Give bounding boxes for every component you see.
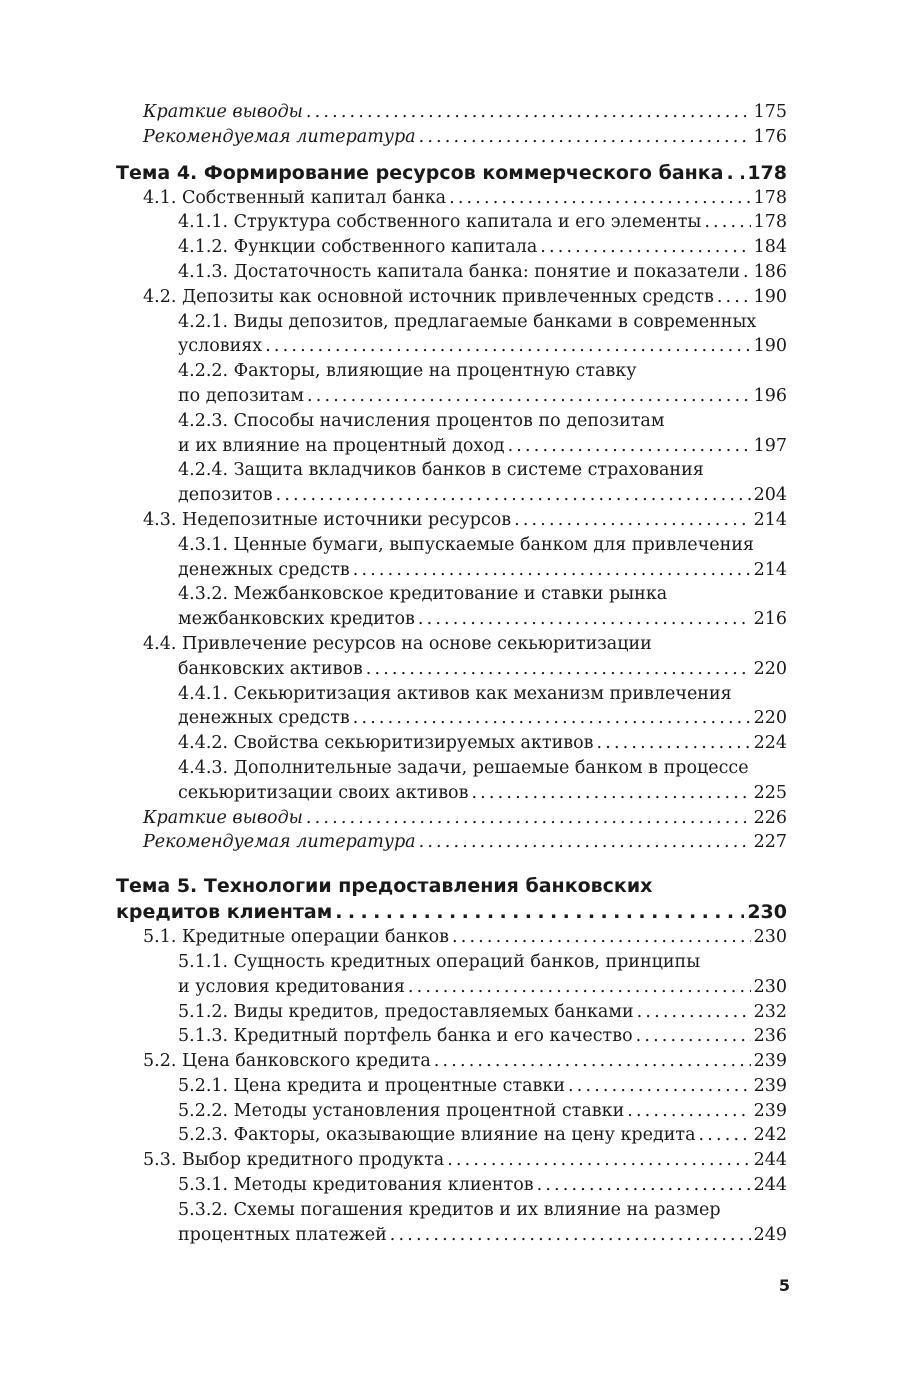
toc-entry-page: 232 bbox=[753, 1001, 787, 1022]
toc-entry-page: 230 bbox=[753, 976, 787, 997]
dot-leader bbox=[408, 975, 751, 1000]
toc-entry bbox=[116, 458, 787, 508]
toc-entry bbox=[116, 533, 787, 583]
toc-entry-page: 220 bbox=[753, 658, 787, 679]
toc-entry-page: 249 bbox=[753, 1224, 787, 1245]
toc-entry-page: 197 bbox=[753, 435, 787, 456]
toc-entry bbox=[116, 310, 787, 360]
toc-entry bbox=[116, 285, 787, 310]
toc-entry bbox=[116, 409, 787, 459]
toc-entry-title: Рекомендуемая литература bbox=[143, 832, 416, 853]
toc-entry bbox=[116, 1074, 787, 1099]
toc-entry-title-line1: 4.3.1. Ценные бумаги, выпускаемые банком для привлечения bbox=[178, 534, 754, 555]
toc-entry-title-line1: 5.1.1. Сущность кредитных операций банков, принципы bbox=[178, 951, 701, 972]
toc-entry-summary bbox=[116, 100, 787, 125]
dot-leader bbox=[540, 235, 750, 260]
dot-leader bbox=[447, 1148, 750, 1173]
toc-entry bbox=[116, 1123, 787, 1148]
dot-leader bbox=[265, 334, 750, 359]
toc-entry bbox=[116, 682, 787, 732]
toc-entry-title: 4.1.2. Функции собственного капитала bbox=[178, 237, 538, 258]
toc-entry-title-line2: секьюритизации своих активов bbox=[178, 782, 469, 803]
toc-entry-title: Краткие выводы bbox=[143, 807, 303, 828]
toc-entry-title: 5.2.2. Методы установления процентной ставки bbox=[178, 1100, 625, 1121]
toc-entry-page: 214 bbox=[753, 559, 787, 580]
dot-leader bbox=[717, 285, 751, 310]
toc-entry-title-line1: 5.3.2. Схемы погашения кредитов и их влияние на размер bbox=[178, 1199, 721, 1220]
toc-entry-page: 227 bbox=[753, 832, 787, 853]
toc-entry-page: 214 bbox=[753, 509, 787, 530]
toc-entry-title: 5.1. Кредитные операции банков bbox=[143, 927, 449, 948]
toc-entry-page: 236 bbox=[753, 1026, 787, 1047]
toc-entry-title-line1: 4.2.4. Защита вкладчиков банков в системе страхования bbox=[178, 460, 704, 481]
toc-entry-page: 226 bbox=[753, 807, 787, 828]
toc-entry-page: 196 bbox=[753, 385, 787, 406]
toc-entry bbox=[116, 508, 787, 533]
toc-entry-page: 230 bbox=[753, 927, 787, 948]
toc-entry bbox=[116, 1198, 787, 1248]
toc-entry-title-line1: 4.4.3. Дополнительные задачи, решаемые банком в процессе bbox=[178, 757, 749, 778]
toc-entry bbox=[116, 1173, 787, 1198]
dot-leader bbox=[418, 607, 751, 632]
toc-entry-title: 4.4.2. Свойства секьюритизируемых активов bbox=[178, 733, 594, 754]
toc-topic-5 bbox=[116, 873, 787, 925]
toc-entry-page: 175 bbox=[753, 102, 787, 122]
toc-entry bbox=[116, 186, 787, 211]
toc-entry-title-line2: депозитов bbox=[178, 485, 273, 506]
toc-entry-title-line2: межбанковских кредитов bbox=[178, 609, 415, 630]
toc-entry-title-line1: 4.4.1. Секьюритизация активов как механизм привлечения bbox=[178, 683, 732, 704]
dot-leader bbox=[597, 731, 751, 756]
dot-leader bbox=[627, 1099, 750, 1124]
dot-leader bbox=[449, 186, 751, 211]
toc-entry-title: 4.1. Собственный капитал банка bbox=[143, 187, 447, 208]
dot-leader bbox=[727, 160, 745, 186]
toc-entry-title: 5.1.3. Кредитный портфель банка и его качество bbox=[178, 1026, 633, 1047]
dot-leader bbox=[699, 1123, 751, 1148]
toc-entry-title: Рекомендуемая литература bbox=[143, 126, 416, 147]
dot-leader bbox=[419, 125, 751, 150]
toc-entry-page: 239 bbox=[753, 1051, 787, 1072]
toc-entry bbox=[116, 210, 787, 235]
dot-leader bbox=[537, 1173, 751, 1198]
toc-entry-title: 5.2.3. Факторы, оказывающие влияние на цену кредита bbox=[178, 1125, 696, 1146]
dot-leader bbox=[743, 260, 751, 285]
toc-entry-title: 5.1.2. Виды кредитов, предоставляемых банками bbox=[178, 1001, 634, 1022]
toc-entry-title: 5.3.1. Методы кредитования клиентов bbox=[178, 1175, 534, 1196]
toc-entry-page: 244 bbox=[753, 1150, 787, 1171]
toc-entry-title: 4.2. Депозиты как основной источник привлеченных средств bbox=[143, 286, 714, 307]
dot-leader bbox=[353, 706, 751, 731]
toc-entry-title-line1: 4.2.1. Виды депозитов, предлагаемые банками в современных bbox=[178, 311, 757, 332]
toc-entry-page: 239 bbox=[753, 1100, 787, 1121]
toc-entry-literature bbox=[116, 125, 787, 150]
dot-leader bbox=[471, 781, 750, 806]
toc-entry-page: 220 bbox=[753, 708, 787, 729]
table-of-contents bbox=[116, 100, 787, 1247]
toc-entry-title-line1: 4.4. Привлечение ресурсов на основе секьюритизации bbox=[143, 633, 652, 654]
toc-entry-title-line2: процентных платежей bbox=[178, 1224, 387, 1245]
toc-entry bbox=[116, 950, 787, 1000]
page-number: 5 bbox=[778, 1276, 790, 1295]
dot-leader bbox=[637, 1000, 751, 1025]
toc-entry-title: 5.2. Цена банковского кредита bbox=[143, 1051, 431, 1072]
dot-leader bbox=[307, 384, 751, 409]
toc-entry-title-line2: и условия кредитования bbox=[178, 976, 405, 997]
toc-entry-title: 5.2.1. Цена кредита и процентные ставки bbox=[178, 1075, 566, 1096]
toc-entry-title-line2: по депозитам bbox=[178, 385, 305, 406]
dot-leader bbox=[306, 100, 751, 125]
toc-entry-title: 4.1.1. Структура собственного капитала и его элементы bbox=[178, 212, 702, 233]
dot-leader bbox=[568, 1074, 751, 1099]
dot-leader bbox=[434, 1049, 751, 1074]
toc-entry bbox=[116, 1024, 787, 1049]
toc-entry-title-line1: 4.2.3. Способы начисления процентов по депозитам bbox=[178, 410, 665, 431]
toc-entry bbox=[116, 235, 787, 260]
toc-entry-title: 5.3. Выбор кредитного продукта bbox=[143, 1150, 445, 1171]
dot-leader bbox=[353, 558, 751, 583]
toc-entry bbox=[116, 632, 787, 682]
toc-topic-title-line1: Тема 5. Технологии предоставления банковских bbox=[116, 875, 653, 898]
toc-entry-page: 224 bbox=[753, 733, 787, 754]
toc-entry-page: 216 bbox=[753, 609, 787, 630]
dot-leader bbox=[306, 806, 751, 831]
toc-topic-page: 230 bbox=[747, 901, 787, 924]
toc-topic-title-line2: кредитов клиентам bbox=[116, 901, 333, 924]
toc-entry-page: 184 bbox=[753, 237, 787, 258]
toc-entry-page: 242 bbox=[753, 1125, 787, 1146]
toc-entry-page: 204 bbox=[753, 485, 787, 506]
toc-entry-summary bbox=[116, 806, 787, 831]
toc-entry bbox=[116, 1148, 787, 1173]
dot-leader bbox=[514, 508, 750, 533]
dot-leader bbox=[390, 1223, 751, 1248]
toc-entry bbox=[116, 1099, 787, 1124]
toc-entry-title: Краткие выводы bbox=[143, 102, 303, 122]
toc-entry-title: 4.3. Недепозитные источники ресурсов bbox=[143, 509, 512, 530]
toc-topic-4 bbox=[116, 160, 787, 186]
dot-leader bbox=[419, 830, 751, 855]
toc-topic-title: Тема 4. Формирование ресурсов коммерческого банка bbox=[116, 161, 724, 184]
toc-entry-page: 190 bbox=[753, 336, 787, 357]
toc-entry bbox=[116, 582, 787, 632]
dot-leader bbox=[704, 210, 750, 235]
toc-entry-title-line2: и их влияние на процентный доход bbox=[178, 435, 505, 456]
toc-entry-title-line2: банковских активов bbox=[178, 658, 363, 679]
toc-entry-page: 190 bbox=[753, 286, 787, 307]
toc-entry-page: 186 bbox=[753, 261, 787, 282]
toc-entry-title-line2: условиях bbox=[178, 336, 263, 357]
toc-entry-title-line2: денежных средств bbox=[178, 708, 350, 729]
toc-entry-title-line1: 4.2.2. Факторы, влияющие на процентную ставку bbox=[178, 361, 637, 382]
dot-leader bbox=[366, 657, 751, 682]
toc-entry-literature bbox=[116, 830, 787, 855]
toc-entry-page: 239 bbox=[753, 1075, 787, 1096]
dot-leader bbox=[276, 483, 751, 508]
toc-entry bbox=[116, 1049, 787, 1074]
toc-entry bbox=[116, 731, 787, 756]
dot-leader bbox=[508, 434, 751, 459]
toc-entry bbox=[116, 925, 787, 950]
toc-topic-page: 178 bbox=[747, 161, 787, 184]
toc-entry bbox=[116, 359, 787, 409]
toc-entry-page: 176 bbox=[753, 126, 787, 147]
toc-entry-title: 4.1.3. Достаточность капитала банка: понятие и показатели bbox=[178, 261, 741, 282]
dot-leader bbox=[452, 925, 751, 950]
toc-entry bbox=[116, 260, 787, 285]
toc-entry-page: 225 bbox=[753, 782, 787, 803]
toc-entry-page: 244 bbox=[753, 1175, 787, 1196]
toc-entry bbox=[116, 756, 787, 806]
dot-leader bbox=[335, 899, 744, 925]
toc-entry-page: 178 bbox=[753, 212, 787, 233]
toc-entry-title-line1: 4.3.2. Межбанковское кредитование и ставки рынка bbox=[178, 584, 668, 605]
toc-entry-title-line2: денежных средств bbox=[178, 559, 350, 580]
toc-entry bbox=[116, 1000, 787, 1025]
dot-leader bbox=[636, 1024, 751, 1049]
toc-entry-page: 178 bbox=[753, 187, 787, 208]
